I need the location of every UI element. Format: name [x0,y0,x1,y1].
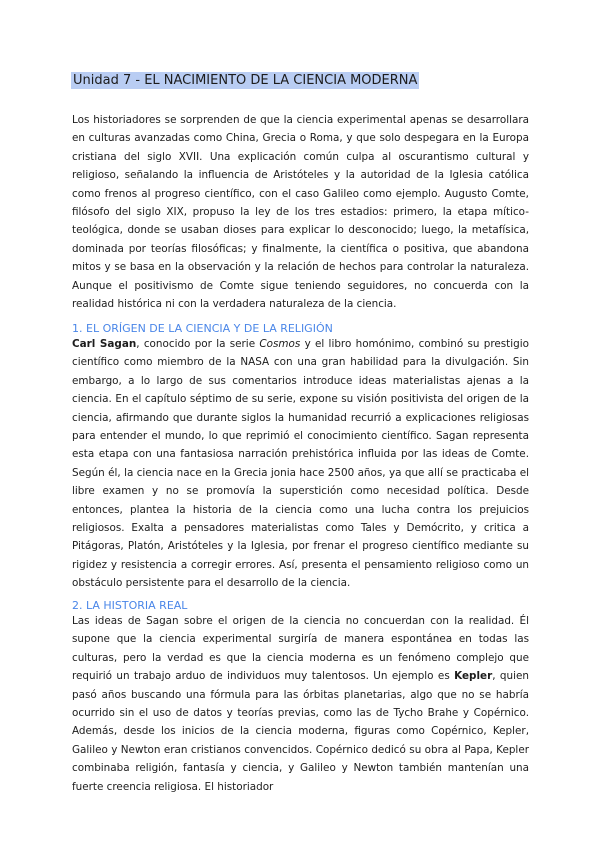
section-2-bold-name: Kepler [454,670,493,683]
section-2-text-a: Las ideas de Sagan sobre el origen de la ciencia no concuerdan con la realidad. Él supone que la ciencia experimental surgiría de manera espontánea en todas las culturas, pero la verdad es que la ciencia moderna es un fenómeno complejo que requirió un trabajo arduo de individuos muy talentosos. Un ejemplo es [72,615,529,683]
section-1-italic-series: Cosmos [259,338,301,350]
section-1-text-b: y el libro homónimo, combinó su prestigio científico como miembro de la NASA con una gran habilidad para la divulgación. Sin embargo, a lo largo de sus comentarios introduce ideas materialistas ajenas a la ciencia. En el capítulo séptimo de su serie, expone su visión positivista del origen de la ciencia, afirmando que durante siglos la humanidad recurrió a explicaciones religiosas para entender el mundo, lo que reprimió el conocimiento científico. Sagan representa esta etapa con una fantasiosa narración prehistórica influida por las ideas de Comte. Según él, la ciencia nace en la Grecia jonia hace 2500 años, ya que allí se practicaba el libre examen y no se promovía la superstición como necesidad política. Desde entonces, plantea la historia de la ciencia como una lucha contra los prejuicios religiosos. Exalta a pensadores materialistas como Tales y Demócrito, y critica a Pitágoras, Platón, Aristóteles y la Iglesia, por frenar el progreso científico mediante su rigidez y resistencia a corregir errores. Así, presenta el pensamiento religioso como un obstáculo persistente para el desarrollo de la ciencia. [72,338,529,590]
section-2-heading: 2. LA HISTORIA REAL [72,599,188,612]
section-1-bold-name: Carl Sagan [72,338,137,350]
section-2-paragraph [72,612,529,796]
intro-paragraph [72,111,529,313]
intro-text: Los historiadores se sorprenden de que la ciencia experimental apenas se desarrollara en culturas avanzadas como China, Grecia o Roma, y que solo despegara en la Europa cristiana del siglo XVII. Una explicación común culpa al oscurantismo cultural y religioso, señalando la influencia de Aristóteles y la autoridad de la Iglesia católica como frenos al progreso científico, con el caso Galileo como ejemplo. Augusto Comte, filósofo del siglo XIX, propuso la ley de los tres estadios: primero, la etapa mítico-teológica, donde se usaban dioses para explicar lo desconocido; luego, la metafísica, dominada por teorías filosóficas; y finalmente, la científica o positiva, que abandona mitos y se basa en la observación y la relación de hechos para controlar la naturaleza. Aunque el positivismo de Comte sigue teniendo seguidores, no concuerda con la realidad histórica ni con la verdadera naturaleza de la ciencia. [72,114,529,311]
section-1-heading: 1. EL ORÍGEN DE LA CIENCIA Y DE LA RELIGIÓN [72,322,333,335]
section-1-text-a: , conocido por la serie [136,338,260,350]
section-1-text [72,335,529,593]
section-2-text-b: , quien pasó años buscando una fórmula para las órbitas planetarias, algo que no se habría ocurrido sin el uso de datos y teorías previas, como las de Tycho Brahe y Copérnico. Además, desde los inicios de la ciencia moderna, figuras como Copérnico, Kepler, Galileo y Newton eran cristianos convencidos. Copérnico dedicó su obra al Papa, Kepler combinaba religión, fantasía y ciencia, y Galileo y Newton también mantenían una fuerte creencia religiosa. El historiador [72,670,529,793]
page-title: Unidad 7 - EL NACIMIENTO DE LA CIENCIA MODERNA [73,73,418,88]
section-2-text [72,612,529,796]
section-1-paragraph [72,335,529,593]
